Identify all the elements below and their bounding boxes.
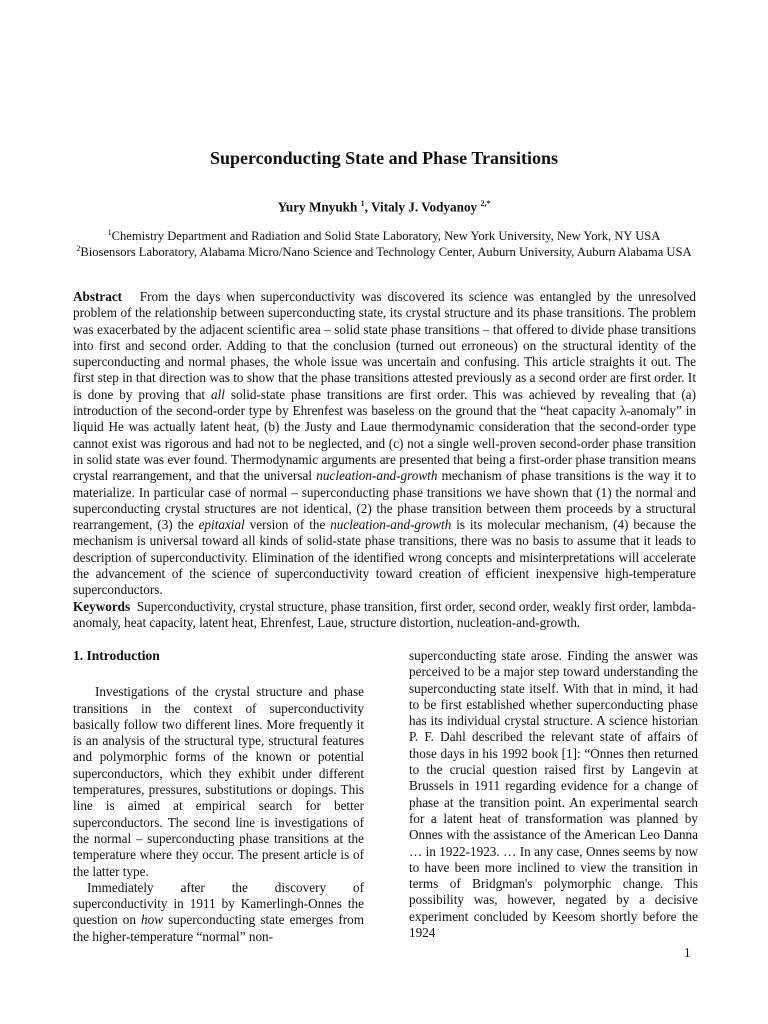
abstract-text-2: solid-state phase transitions are first order. This was achieved by revealing that (a) introduction of the second-order type by Ehrenfest was baseless on the ground that the “heat capacity λ-anomaly” in liquid He was actually latent heat, (b) the Justy and Laue thermodynamic consideration that the second-order type cannot exist was rigorous and had not to be neglected, and (c) not a single well-proven second-order phase transition in solid state was ever found. Thermodynamic arguments are presented that being a first-order phase transition means crystal rearrangement, and that the universal: [73, 386, 697, 484]
abstract-italic-nucleation-2: nucleation-and-growth: [330, 517, 452, 533]
abstract-block: [73, 289, 696, 631]
affiliation-1-text: Chemistry Department and Radiation and Solid State Laboratory, New York University, New York, NY USA: [111, 229, 661, 244]
author-2-affil-mark: 2,*: [480, 199, 491, 208]
right-column: [409, 648, 698, 941]
intro-paragraph-2-b: superconducting state emerges from the higher-temperature “normal” non-: [73, 912, 364, 944]
keywords-text: Superconductivity, crystal structure, phase transition, first order, second order, weakly first order, lambda-anomaly, heat capacity, latent heat, Ehrenfest, Laue, structure distortion, nucleation-and-growth.: [73, 598, 696, 630]
abstract-text-1: From the days when superconductivity was discovered its science was entangled by the unresolved problem of the relationship between superconducting state, its crystal structure and its phase transitions. The problem was exacerbated by the adjacent scientific area – solid state phase transitions – that offered to divide phase transitions into first and second order. Adding to that the conclusion (turned out erroneous) on the structural identity of the superconducting and normal phases, the whole issue was uncertain and confusing. This article straights it out. The first step in that direction was to show that the phase transitions attested previously as a second order are first order. It is done by proving that: [73, 289, 697, 402]
abstract-italic-all: all: [211, 386, 225, 402]
right-column-paragraph: superconducting state arose. Finding the answer was perceived to be a major step toward understanding the superconducting state itself. With that in mind, it had to be first established whether superconducting phase has its individual crystal structure. A science historian P. F. Dahl described the relevant state of affairs of those days in his 1992 book [1]: “Onnes then returned to the crucial question raised first by Langevin at Brussels in 1911 regarding evidence for a change of phase at the transition point. An experimental search for a latent heat of transformation was planned by Onnes with the assistance of the American Leo Danna … in 1922-1923. … In any case, Onnes seems by now to have been more inclined to view the transition in terms of Bridgman's polymorphic change. This possibility was, however, negated by a decisive experiment concluded by Keesom shortly before the 1924: [409, 648, 698, 941]
abstract-italic-nucleation: nucleation-and-growth: [316, 468, 438, 484]
intro-italic-how: how: [141, 912, 164, 928]
abstract-paragraph: [73, 289, 696, 599]
abstract-italic-epitaxial: epitaxial: [198, 517, 245, 533]
keywords-paragraph: [73, 599, 696, 632]
page-number: 1: [684, 945, 691, 960]
paper-title: Superconducting State and Phase Transitions: [209, 148, 559, 168]
abstract-text-4: version of the: [249, 517, 326, 533]
author-2: Vitaly J. Vodyanoy: [371, 199, 478, 215]
intro-paragraph-1: Investigations of the crystal structure and phase transitions in the context of superconductivity basically follow two different lines. More frequently it is an analysis of the structural type, structural features and polymorphic forms of the known or potential superconductors, which they exhibit under different temperatures, pressures, substitutions or dopings. This line is aimed at empirical search for better superconductors. The second line is investigations of the normal – superconducting phase transitions at the temperature where they occur. The present article is of the latter type.: [73, 684, 364, 879]
author-separator: ,: [364, 199, 371, 215]
affiliation-1: [0, 228, 768, 244]
intro-paragraph-2: [73, 880, 364, 945]
section-heading-introduction: 1. Introduction: [73, 648, 160, 663]
affiliation-2-text: Biosensors Laboratory, Alabama Micro/Nano Science and Technology Center, Auburn University, Auburn Alabama USA: [80, 245, 692, 260]
author-1: Yury Mnyukh: [277, 199, 358, 215]
author-line: [0, 199, 768, 215]
abstract-label: Abstract: [73, 289, 123, 304]
left-column: [73, 648, 364, 945]
abstract-text-3: mechanism of phase transitions is the way it to materialize. In particular case of normal – superconducting phase transitions we have shown that (1) the normal and superconducting crystal structures are not identical, (2) the phase transition between them proceeds by a structural rearrangement, (3) the: [73, 468, 697, 533]
intro-paragraph-2-a: Immediately after the discovery of superconductivity in 1911 by Kamerlingh-Onnes the question on: [73, 879, 364, 928]
abstract-text-5: is its molecular mechanism, (4) because the mechanism is universal toward all kinds of solid-state phase transitions, there was no basis to assume that it leads to description of superconductivity. Elimination of the identified wrong concepts and misinterpretations will accelerate the advancement of the science of superconductivity toward creation of efficient inexpensive high-temperature superconductors.: [73, 517, 697, 598]
author-1-affil-mark: 1: [360, 199, 365, 208]
affiliation-2: [0, 244, 768, 260]
keywords-label: Keywords: [73, 598, 131, 614]
affiliation-2-mark: 2: [76, 244, 81, 253]
affiliation-1-mark: 1: [107, 228, 112, 237]
